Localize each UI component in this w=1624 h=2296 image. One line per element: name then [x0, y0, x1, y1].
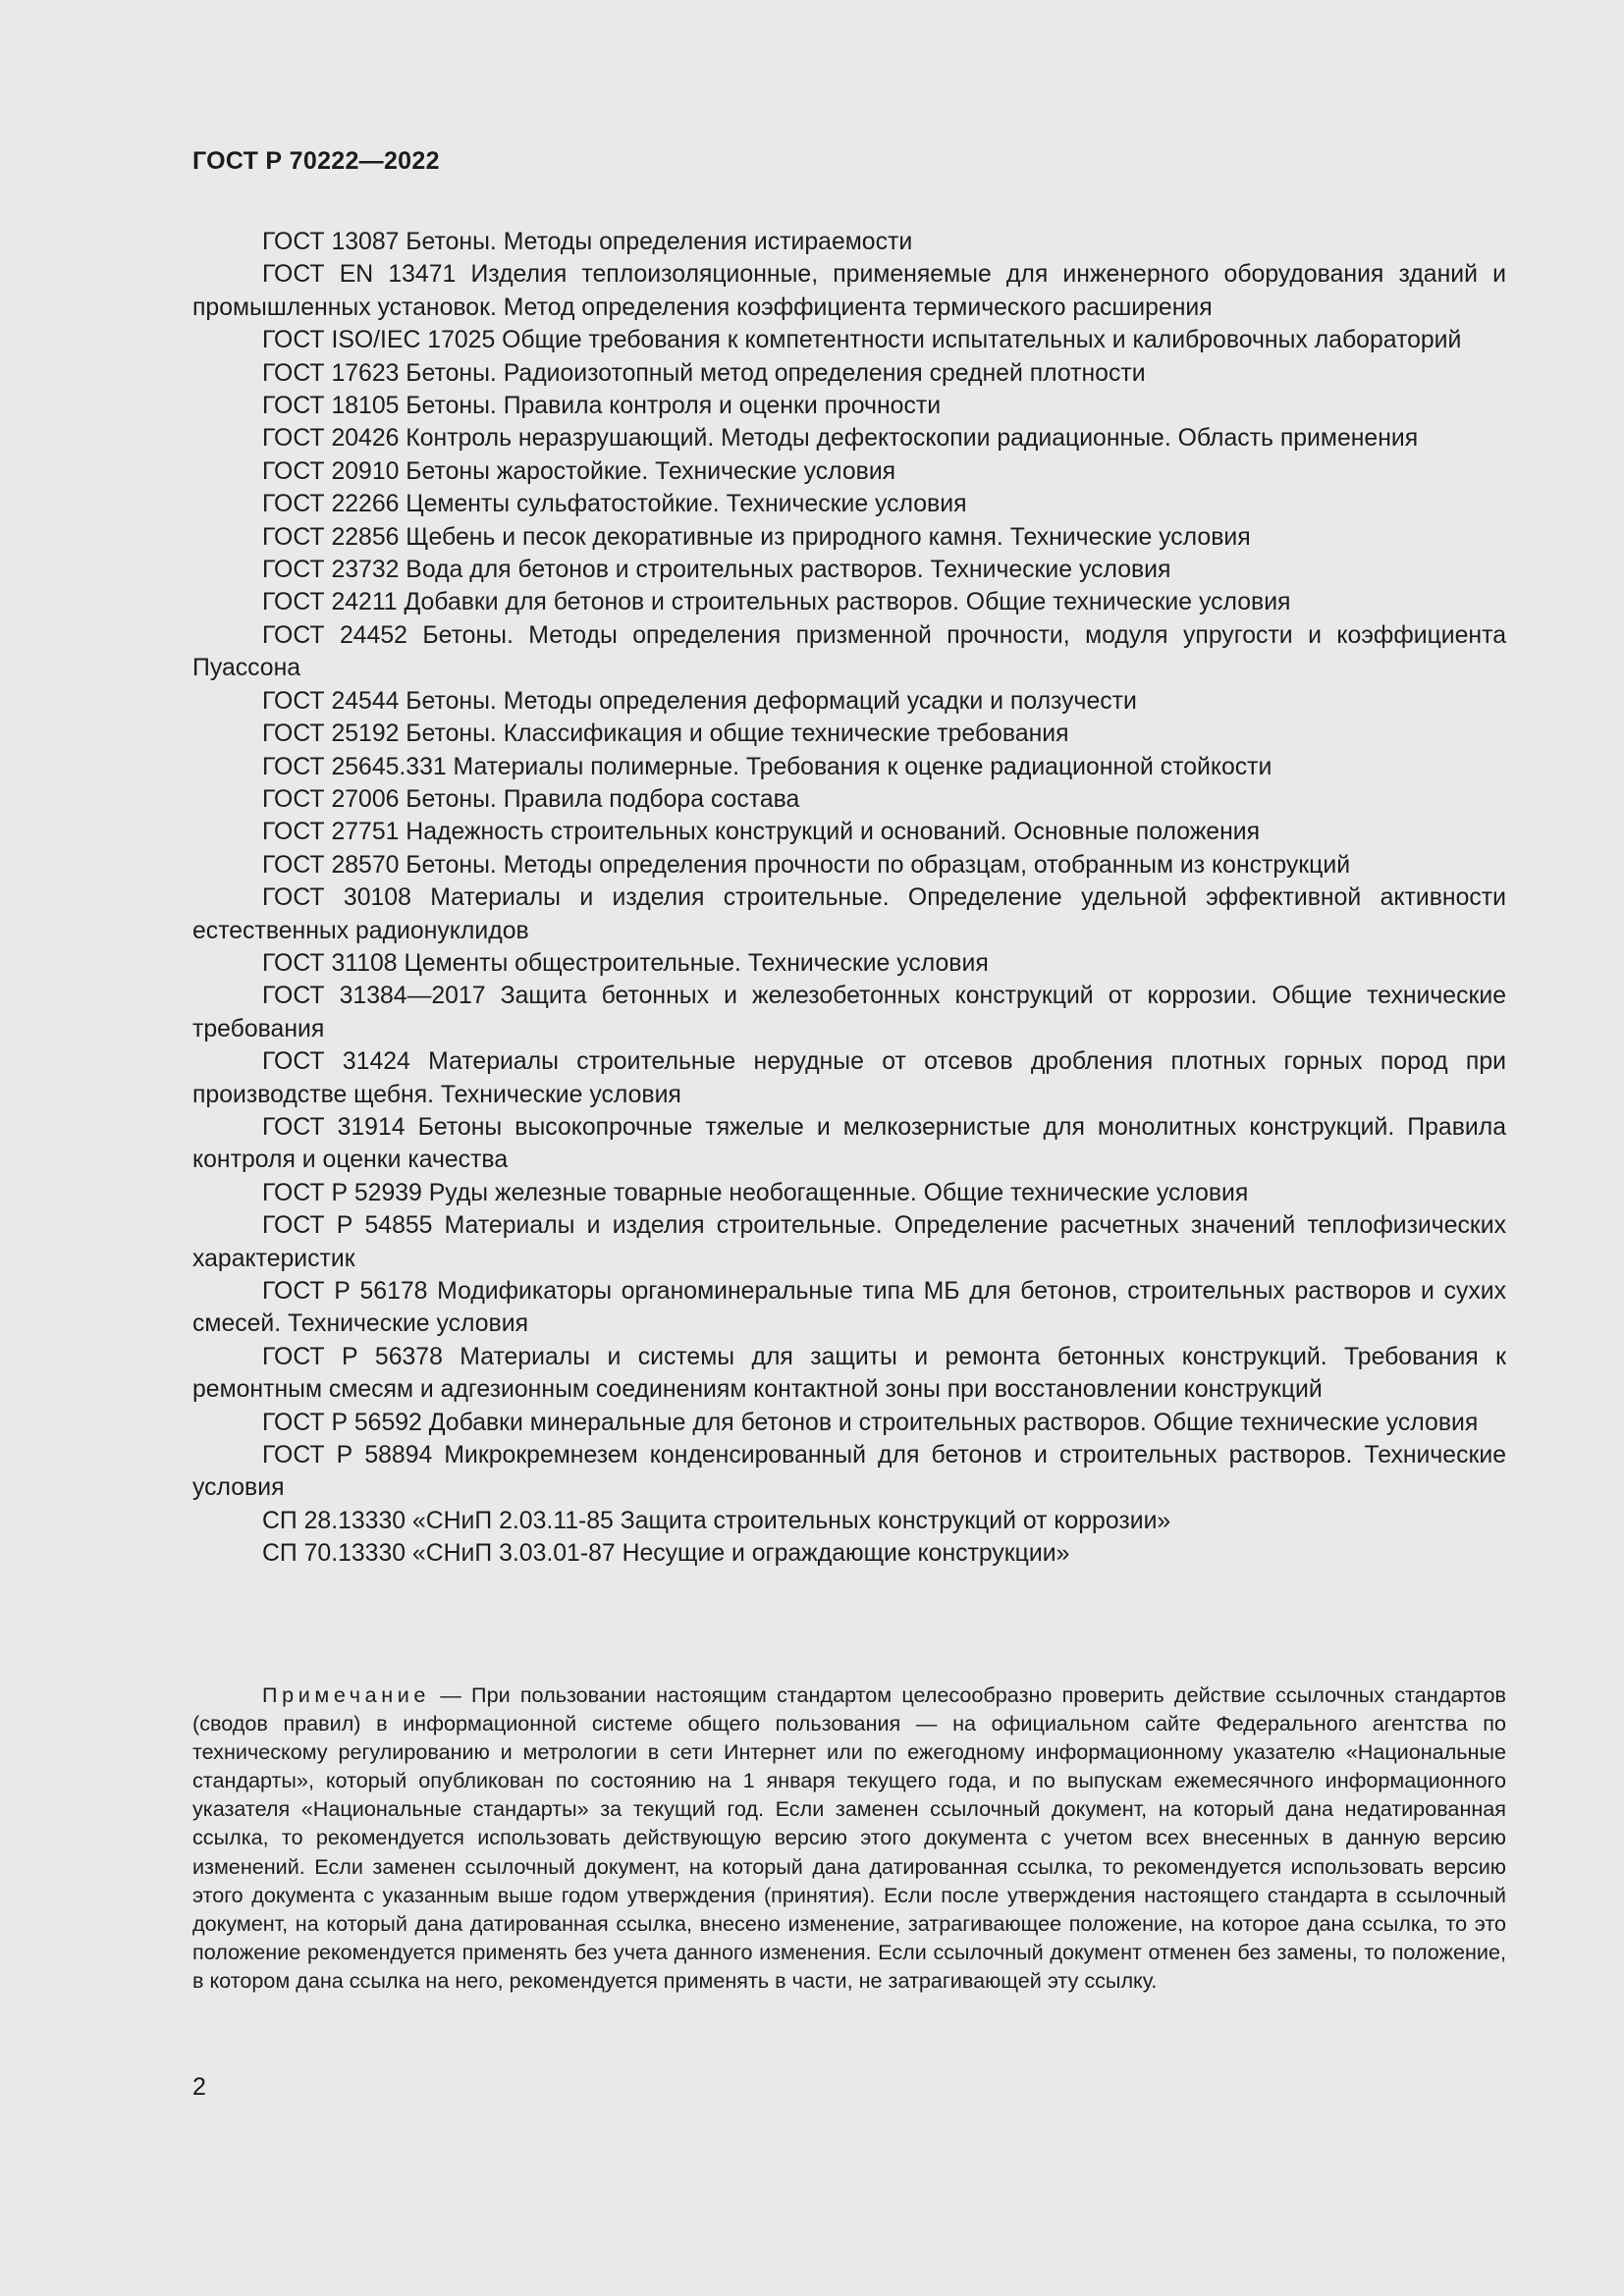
reference-item: ГОСТ Р 56378 Материалы и системы для защиты и ремонта бетонных конструкций. Требования к ремонтным смесям и адгезионным соединениям контактной зоны при восстановлении конструкций — [192, 1343, 1506, 1404]
reference-item: ГОСТ 17623 Бетоны. Радиоизотопный метод определения средней плотности — [262, 359, 1146, 387]
document-header: ГОСТ Р 70222—2022 — [192, 147, 440, 175]
reference-item: ГОСТ 31914 Бетоны высокопрочные тяжелые и мелкозернистые для монолитных конструкций. Правила контроля и оценки качества — [192, 1113, 1506, 1174]
note-dash: — — [430, 1682, 472, 1707]
reference-item: ГОСТ ISO/IEC 17025 Общие требования к компетентности испытательных и калибровочных лабораторий — [262, 327, 1462, 354]
reference-item: ГОСТ 24544 Бетоны. Методы определения деформаций усадки и ползучести — [262, 687, 1137, 715]
reference-item: ГОСТ 13087 Бетоны. Методы определения истираемости — [262, 229, 913, 255]
reference-item: ГОСТ Р 56178 Модификаторы органоминеральные типа МБ для бетонов, строительных растворов и сухих смесей. Технические условия — [192, 1278, 1506, 1338]
reference-item: ГОСТ EN 13471 Изделия теплоизоляционные, применяемые для инженерного оборудования зданий и промышленных установок. Метод определения коэффициента термического расширения — [192, 261, 1506, 321]
reference-item: СП 28.13330 «СНиП 2.03.11-85 Защита строительных конструкций от коррозии» — [262, 1507, 1171, 1534]
reference-item: ГОСТ 30108 Материалы и изделия строительные. Определение удельной эффективной активности естественных радионуклидов — [192, 884, 1506, 944]
reference-item: ГОСТ Р 54855 Материалы и изделия строительные. Определение расчетных значений теплофизических характеристик — [192, 1212, 1506, 1272]
reference-item: ГОСТ 22856 Щебень и песок декоративные из природного камня. Технические условия — [262, 523, 1251, 551]
normative-references-list — [192, 226, 1506, 1571]
reference-item: ГОСТ 31108 Цементы общестроительные. Технические условия — [262, 949, 989, 977]
reference-item: ГОСТ Р 58894 Микрокремнезем конденсированный для бетонов и строительных растворов. Технические условия — [192, 1442, 1506, 1502]
reference-item: ГОСТ 25645.331 Материалы полимерные. Требования к оценке радиационной стойкости — [262, 753, 1272, 780]
reference-item: ГОСТ 28570 Бетоны. Методы определения прочности по образцам, отобранным из конструкций — [262, 851, 1351, 879]
reference-item: ГОСТ 20910 Бетоны жаростойкие. Технические условия — [262, 457, 896, 485]
reference-item: ГОСТ 31384—2017 Защита бетонных и железобетонных конструкций от коррозии. Общие технические требования — [192, 983, 1506, 1042]
reference-item: ГОСТ 23732 Вода для бетонов и строительных растворов. Технические условия — [262, 557, 1171, 584]
reference-item: ГОСТ Р 56592 Добавки минеральные для бетонов и строительных растворов. Общие технические условия — [262, 1409, 1479, 1436]
reference-item: ГОСТ 27006 Бетоны. Правила подбора состава — [262, 785, 800, 813]
reference-item: ГОСТ 20426 Контроль неразрушающий. Методы дефектоскопии радиационные. Область применения — [262, 425, 1419, 453]
reference-item: ГОСТ 25192 Бетоны. Классификация и общие технические требования — [262, 721, 1069, 748]
note-paragraph — [192, 1681, 1506, 1995]
note-text: При пользовании настоящим стандартом целесообразно проверить действие ссылочных стандартов (сводов правил) в информационной системе общего пользования — на официальном сайте Федерального агентства по техническому регулированию и метрологии в сети Интернет или по ежегодному информационному указателю «Национальные стандарты», который опубликован по состоянию на 1 января текущего года, и по выпускам ежемесячного информационного указателя «Национальные стандарты» за текущий год. Если заменен ссылочный документ, на который дана недатированная ссылка, то рекомендуется использовать действующую версию этого документа с учетом всех внесенных в данную версию изменений. Если заменен ссылочный документ, на который дана датированная ссылка, то рекомендуется использовать версию этого документа с указанным выше годом утверждения (принятия). Если после утверждения настоящего стандарта в ссылочный документ, на который дана датированная ссылка, внесено изменение, затрагивающее положение, на которое дана ссылка, то это положение рекомендуется применять без учета данного изменения. Если ссылочный документ отменен без замены, то положение, в котором дана ссылка на него, рекомендуется применять в части, не затрагивающей эту ссылку. — [192, 1682, 1507, 1993]
page-number: 2 — [192, 2073, 206, 2101]
reference-item: ГОСТ 22266 Цементы сульфатостойкие. Технические условия — [262, 491, 967, 518]
reference-item: СП 70.13330 «СНиП 3.03.01-87 Несущие и ограждающие конструкции» — [262, 1540, 1070, 1568]
reference-item: ГОСТ 27751 Надежность строительных конструкций и оснований. Основные положения — [262, 819, 1261, 846]
note-label: Примечание — [262, 1682, 430, 1707]
reference-item: ГОСТ Р 52939 Руды железные товарные необогащенные. Общие технические условия — [262, 1179, 1249, 1206]
reference-item: ГОСТ 18105 Бетоны. Правила контроля и оценки прочности — [262, 393, 942, 420]
reference-item: ГОСТ 24211 Добавки для бетонов и строительных растворов. Общие технические условия — [262, 589, 1291, 616]
reference-item: ГОСТ 31424 Материалы строительные нерудные от отсевов дробления плотных горных пород при производстве щебня. Технические условия — [192, 1048, 1506, 1108]
reference-item: ГОСТ 24452 Бетоны. Методы определения призменной прочности, модуля упругости и коэффициента Пуассона — [192, 621, 1506, 682]
